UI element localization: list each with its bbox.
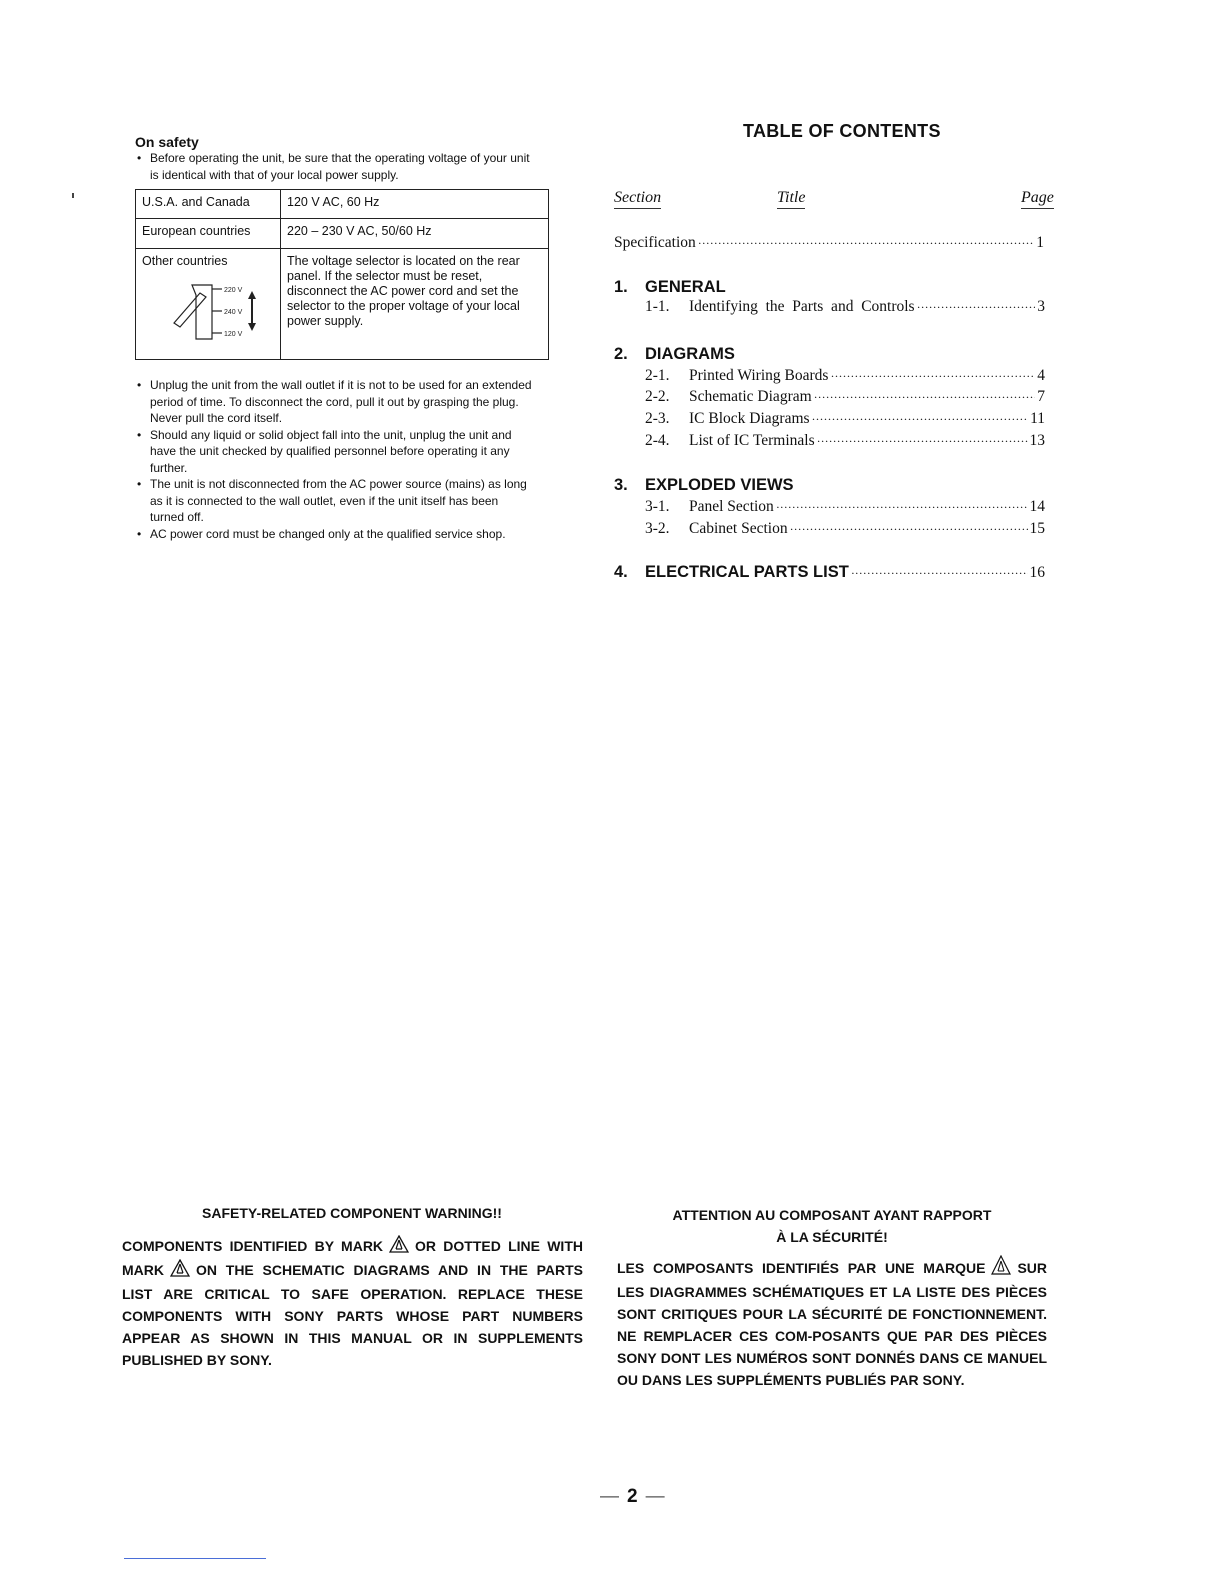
leader-dots [830,366,1035,386]
safety-bullet: • The unit is not disconnected from the AC power source (mains) as long as it is connected to the wall outlet, even if the unit itself has been turned off. [135,476,535,526]
selector-label: 120 V [224,331,243,338]
chapter-number: 3. [614,476,628,494]
voltage-cell: The voltage selector is located on the rear panel. If the selector must be reset, disconnect the AC power cord and set the selector to the proper voltage of your local power supply. [281,249,549,360]
footer-link-underline [124,1558,266,1559]
leader-dots [776,497,1028,517]
toc-entry-number: 2-1. [645,367,670,384]
table-row [136,249,549,360]
toc-entry[interactable] [645,297,1045,317]
toc-entry-specification[interactable] [614,233,1044,253]
chapter-number: 2. [614,345,628,363]
warning-body-fr [617,1255,1047,1391]
chapter-number: 4. [614,563,628,581]
region-cell: European countries [136,219,281,249]
voltage-table [135,189,549,360]
toc-entry[interactable] [645,519,1045,539]
leader-dots [917,297,1036,317]
toc-entry[interactable] [645,431,1045,451]
toc-entry-title: List of IC Terminals [689,432,815,449]
toc-entry-number: 2-4. [645,432,670,449]
voltage-cell: 120 V AC, 60 Hz [281,190,549,219]
chapter-heading [614,562,849,582]
toc-entry-page: 14 [1029,498,1045,515]
toc-entry-number: 2-3. [645,410,670,427]
toc-chapter-electrical-parts-list[interactable] [614,562,1045,583]
toc-entry-number: 1-1. [645,298,670,315]
warning-text: COMPONENTS IDENTIFIED BY MARK [122,1238,384,1254]
toc-entry-page: 1 [1036,234,1044,251]
leader-dots [790,519,1028,539]
safety-bullet: • Should any liquid or solid object fall into the unit, unplug the unit and have the unit checked by qualified personnel before operating it any further. [135,427,535,477]
warning-body-en [122,1235,583,1371]
chapter-title: EXPLODED VIEWS [645,476,794,494]
chapter-number: 1. [614,278,628,296]
warning-triangle-icon [991,1255,1011,1281]
safety-intro-list [135,150,535,183]
toc-chapter-general[interactable] [614,277,726,297]
region-cell: U.S.A. and Canada [136,190,281,219]
safety-bullet: • Unplug the unit from the wall outlet if it is not to be used for an extended period of time. To disconnect the cord, pull it out by grasping the plug. Never pull the cord itself. [135,377,535,427]
toc-entry-number: 3-1. [645,498,670,515]
toc-entry-title: Schematic Diagram [689,388,812,405]
leader-dots [812,409,1029,429]
warning-heading-line: ATTENTION AU COMPOSANT AYANT RAPPORT [672,1207,992,1223]
toc-column-title: Title [777,189,805,209]
leader-dots [814,387,1036,407]
warning-heading-fr [617,1204,1047,1248]
toc-entry-page: 13 [1029,432,1045,449]
region-cell-with-diagram [136,249,281,360]
chapter-title: ELECTRICAL PARTS LIST [645,563,849,581]
toc-entry[interactable] [645,409,1045,429]
toc-entry-page: 4 [1037,367,1045,384]
page-number-dash: — [645,1486,665,1507]
toc-entry[interactable] [645,497,1045,517]
safety-bullet: • Before operating the unit, be sure that the operating voltage of your unit is identical with that of your local power supply. [135,150,535,183]
page-number-dash: — [600,1486,619,1507]
toc-entry-title: Identifying the Parts and Controls [689,298,915,315]
scan-speck [72,193,74,198]
toc-chapter-diagrams[interactable] [614,344,735,364]
page-number [592,1486,673,1508]
voltage-selector-diagram [172,283,272,343]
voltage-cell: 220 – 230 V AC, 50/60 Hz [281,219,549,249]
toc-chapter-exploded-views[interactable] [614,475,794,495]
leader-dots [817,431,1028,451]
toc-entry-page: 16 [1029,564,1045,581]
toc-entry-title: Specification [614,234,696,251]
warning-triangle-icon [389,1235,409,1259]
toc-entry-number: 2-2. [645,388,670,405]
toc-entry-page: 11 [1030,410,1045,427]
toc-entry-page: 3 [1037,298,1045,315]
toc-title: TABLE OF CONTENTS [743,121,941,141]
toc-column-page: Page [1021,189,1054,209]
warning-text: LES COMPOSANTS IDENTIFIÉS PAR UNE MARQUE [617,1260,986,1276]
table-row [136,219,549,249]
warning-triangle-icon [170,1259,190,1283]
table-row [136,190,549,219]
chapter-title: GENERAL [645,278,726,296]
warning-text: OR DOTTED LINE WITH MARK [122,1238,583,1278]
toc-column-section: Section [614,189,661,209]
toc-entry[interactable] [645,366,1045,386]
toc-entry-number: 3-2. [645,520,670,537]
warning-text: ON THE SCHEMATIC DIAGRAMS AND IN THE PARTS LIST ARE CRITICAL TO SAFE OPERATION. REPLACE THESE COMPONENTS WITH SONY PARTS WHOSE PART NUMBERS APPEAR AS SHOWN IN THIS MANUAL OR IN SUPPLEMENTS PUBLISHED BY SONY. [122,1262,583,1368]
leader-dots [851,563,1028,583]
toc-entry-title: IC Block Diagrams [689,410,810,427]
chapter-title: DIAGRAMS [645,345,735,363]
toc-entry-title: Panel Section [689,498,774,515]
region-label: Other countries [142,254,228,268]
warning-heading-en: SAFETY-RELATED COMPONENT WARNING!! [202,1205,502,1221]
toc-entry-title: Printed Wiring Boards [689,367,829,384]
toc-entry-page: 15 [1029,520,1045,537]
selector-label: 220 V [224,287,243,294]
toc-entry[interactable] [645,387,1045,407]
warning-text: SUR LES DIAGRAMMES SCHÉMATIQUES ET LA LISTE DES PIÈCES SONT CRITIQUES POUR LA SÉCURITÉ DE FONCTIONNEMENT. NE REMPLACER CES COM-POSANTS QUE PAR DES PIÈCES SONY DONT LES NUMÉROS SONT DONNÉS DANS CE MANUEL OU DANS LES SUPPLÉMENTS PUBLIÉS PAR SONY. [617,1260,1047,1388]
toc-entry-page: 7 [1037,388,1045,405]
safety-heading: On safety [135,134,199,150]
warning-heading-line: À LA SÉCURITÉ! [776,1229,888,1245]
safety-bullet: • AC power cord must be changed only at the qualified service shop. [135,526,535,543]
leader-dots [698,233,1034,253]
safety-more-list [135,377,535,542]
selector-label: 240 V [224,309,243,316]
page-number-value: 2 [627,1486,638,1507]
toc-entry-title: Cabinet Section [689,520,788,537]
